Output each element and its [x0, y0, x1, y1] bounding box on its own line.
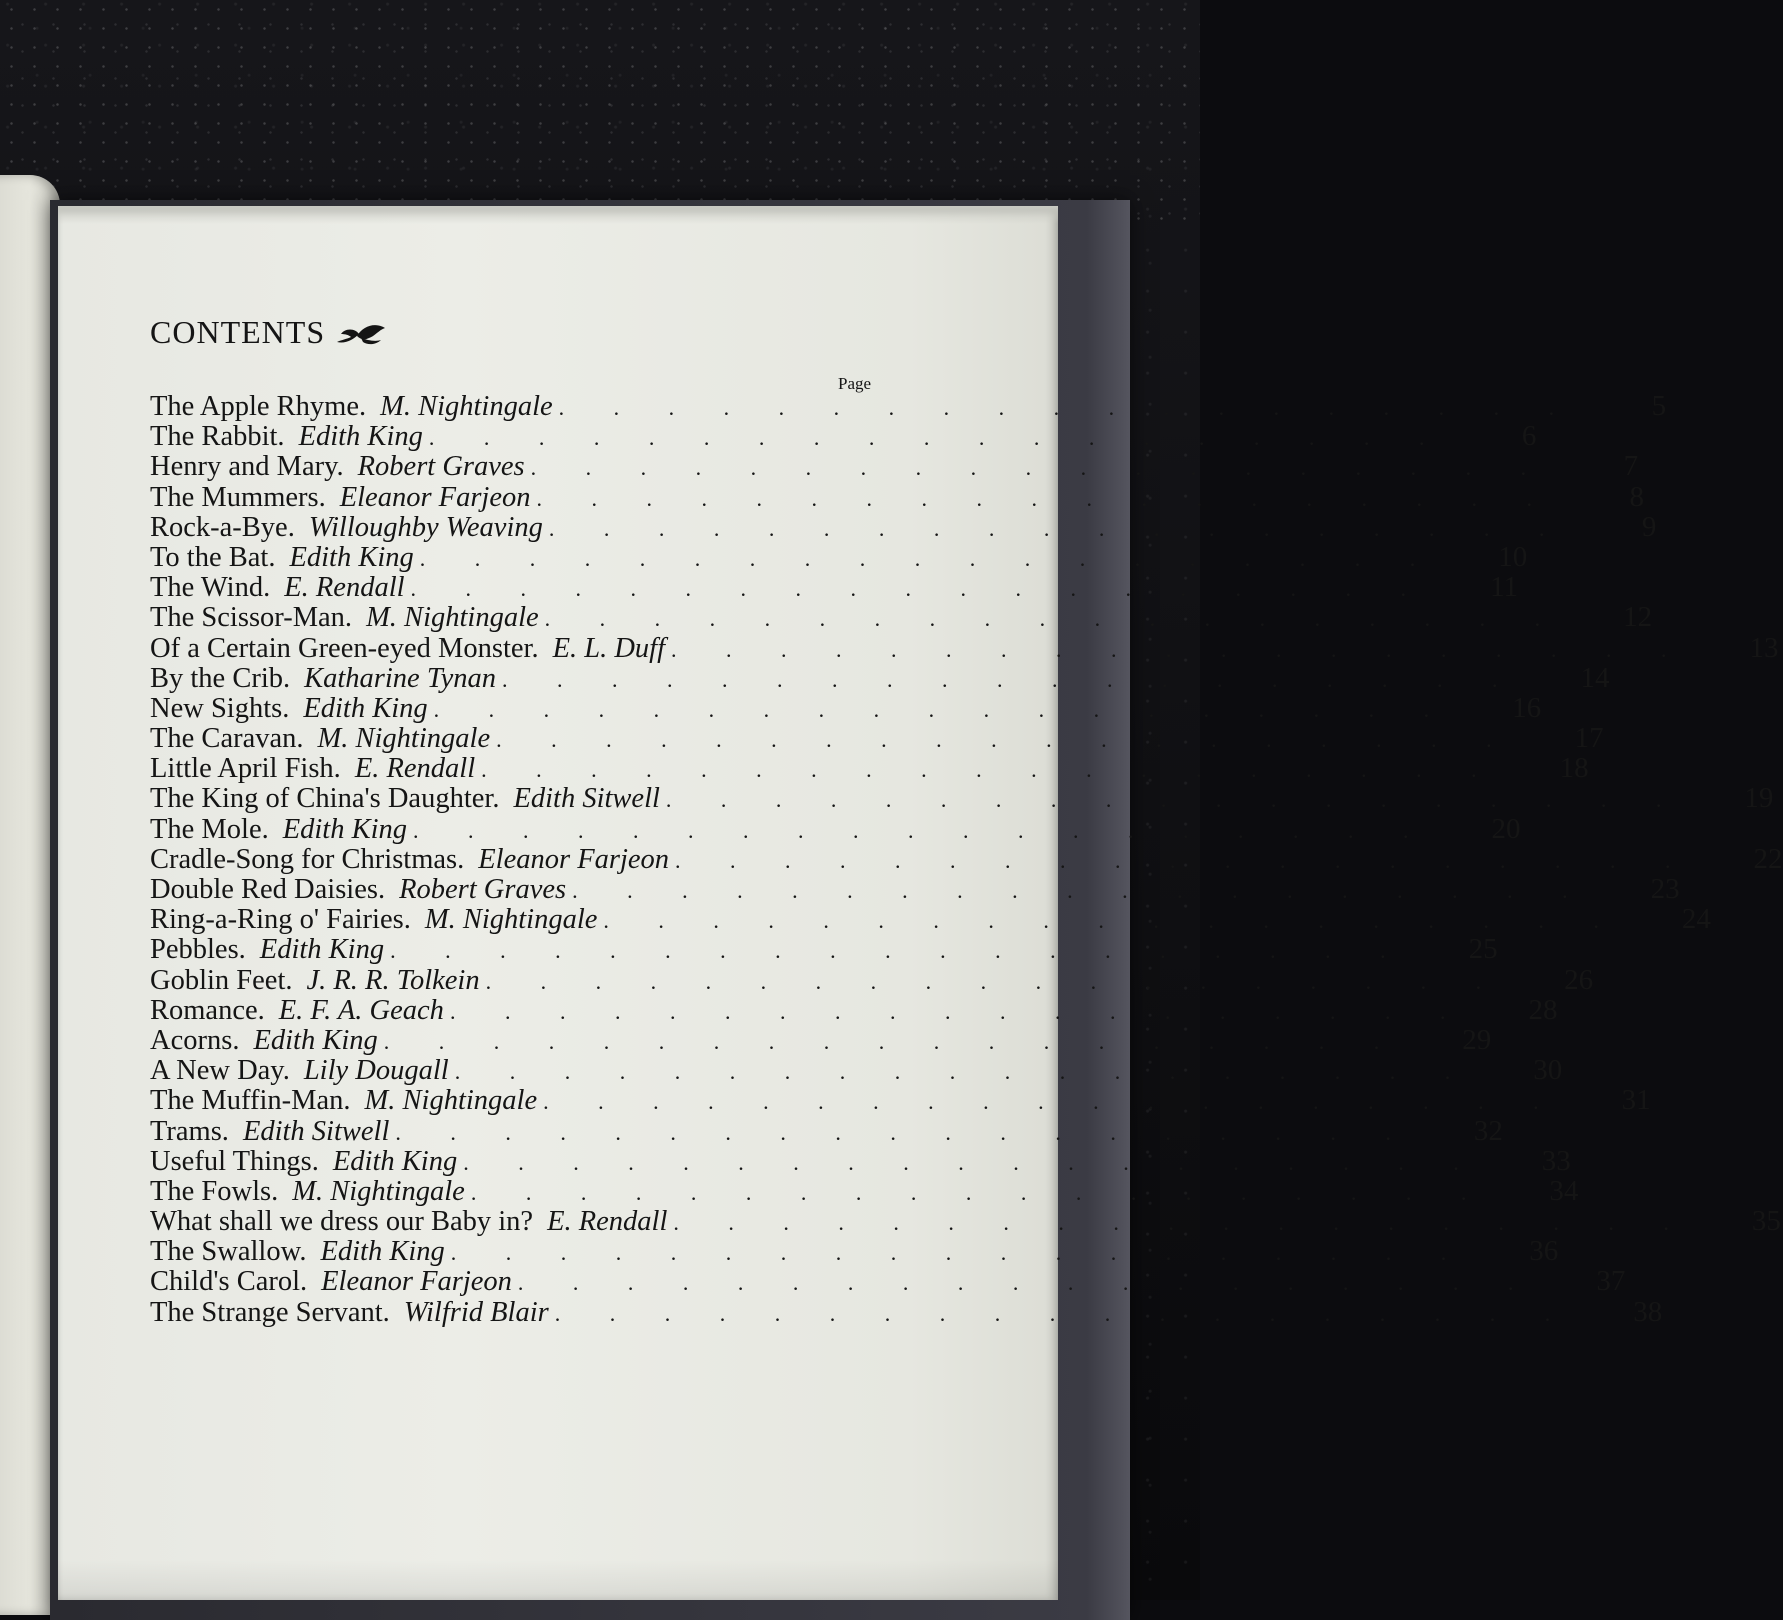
- toc-leader-dots: . . . . . . . . . . . . . . . . . . .: [536, 485, 1554, 511]
- toc-entry-title: New Sights.: [150, 692, 290, 724]
- toc-entry-page-number: 8: [1629, 480, 1644, 513]
- toc-entry-title: Romance.: [150, 994, 265, 1026]
- toc-entry: [150, 510, 1657, 543]
- toc-entry-author: M. Nightingale: [317, 723, 491, 755]
- toc-entry-author: M. Nightingale: [366, 602, 539, 634]
- toc-entry-author: Eleanor Farjeon: [478, 843, 670, 875]
- toc-entry: [150, 963, 1594, 996]
- toc-entry: [150, 812, 1521, 845]
- toc-entry-page-number: 36: [1529, 1235, 1559, 1268]
- toc-leader-dots: . . . . . . . . . . . . . . . . . . .: [501, 666, 1520, 692]
- toc-leader-dots: . . . . . . . . . . . . . . . . . . .: [390, 938, 1408, 964]
- toc-leader-dots: . . . . . . . . . . . . . . . . . . .: [463, 1149, 1481, 1175]
- toc-leader-dots: . . . . . . . . . . . . . . . . . . .: [419, 545, 1438, 571]
- toc-entry: [150, 601, 1653, 634]
- toc-entry-author: M. Nightingale: [380, 391, 553, 422]
- toc-entry: [150, 933, 1498, 966]
- toc-entry-page-number: 25: [1468, 933, 1498, 966]
- toc-entry-page-number: 11: [1490, 571, 1519, 604]
- toc-leader-dots: . . . . . . . . . . . . . . . . . . .: [413, 817, 1431, 843]
- toc-leader-dots: . . . . . . . . . . . . . . . . . . .: [673, 1210, 1691, 1236]
- contents-heading: [150, 314, 387, 351]
- toc-entry-title: Acorns.: [150, 1024, 240, 1056]
- toc-leader-dots: . . . . . . . . . . . . . . . . . . .: [433, 696, 1452, 722]
- toc-entry-page-number: 5: [1651, 390, 1667, 422]
- toc-entry-author: Edith Sitwell: [242, 1115, 390, 1147]
- toc-leader-dots: . . . . . . . . . . . . . . . . . . .: [481, 757, 1499, 783]
- toc-entry: [150, 1114, 1503, 1147]
- toc-entry: [150, 1144, 1571, 1177]
- toc-entry-title: A New Day.: [150, 1055, 290, 1087]
- toc-entry-title: The Wind.: [150, 572, 271, 604]
- toc-entry-author: Robert Graves: [357, 451, 525, 483]
- toc-entry: [150, 1023, 1492, 1056]
- toc-entry-page-number: 29: [1462, 1023, 1492, 1056]
- toc-entry: [150, 1205, 1781, 1238]
- toc-entry-page-number: 34: [1549, 1174, 1579, 1207]
- toc-entry-page-number: 30: [1533, 1054, 1563, 1087]
- toc-entry-page-number: 20: [1491, 812, 1521, 845]
- toc-entry-author: E. Rendall: [547, 1206, 668, 1238]
- toc-entry-author: E. F. A. Geach: [278, 994, 444, 1026]
- toc-entry-author: Edith King: [332, 1145, 458, 1177]
- toc-entry-title: Double Red Daisies.: [150, 874, 386, 905]
- toc-entry-author: Edith King: [320, 1236, 445, 1268]
- toc-leader-dots: . . . . . . . . . . . . . . . . . . .: [675, 847, 1693, 873]
- table-of-contents: [150, 390, 1783, 1328]
- toc-entry-title: Henry and Mary.: [150, 451, 344, 483]
- toc-entry-page-number: 28: [1528, 993, 1558, 1026]
- toc-leader-dots: . . . . . . . . . . . . . . . . . . .: [395, 1119, 1413, 1145]
- toc-entry: [150, 390, 1667, 422]
- toc-leader-dots: . . . . . . . . . . . . . . . . . . .: [454, 1059, 1473, 1085]
- toc-entry: [150, 993, 1558, 1026]
- toc-entry: [150, 540, 1528, 573]
- toc-entry-page-number: 12: [1623, 601, 1653, 634]
- leaf-ornament-icon: [335, 320, 387, 346]
- toc-entry: [150, 903, 1711, 936]
- toc-entry-title: The Mole.: [150, 813, 269, 845]
- background-surface: [0, 0, 1200, 220]
- toc-leader-dots: . . . . . . . . . . . . . . . . . . .: [449, 998, 1468, 1024]
- toc-leader-dots: . . . . . . . . . . . . . . . . . . .: [665, 787, 1684, 813]
- toc-entry-title: The Muffin-Man.: [150, 1085, 351, 1117]
- toc-entry-title: Little April Fish.: [150, 753, 341, 785]
- toc-entry: [150, 873, 1680, 905]
- toc-entry-title: The Swallow.: [150, 1236, 307, 1268]
- toc-leader-dots: . . . . . . . . . . . . . . . . . . .: [530, 455, 1549, 481]
- toc-entry-page-number: 6: [1521, 420, 1537, 453]
- toc-leader-dots: . . . . . . . . . . . . . . . . . . .: [383, 1028, 1402, 1054]
- toc-entry-author: Edith King: [259, 934, 385, 966]
- toc-entry-author: M. Nightingale: [292, 1175, 465, 1207]
- page-column-label: Page: [838, 374, 872, 393]
- toc-entry-page-number: 16: [1512, 691, 1542, 724]
- toc-entry-title: The Mummers.: [150, 481, 326, 513]
- toc-entry-title: Useful Things.: [150, 1145, 319, 1177]
- contents-page: [58, 206, 1783, 1600]
- toc-entry-author: Katharine Tynan: [304, 662, 496, 694]
- toc-leader-dots: . . . . . . . . . . . . . . . . . . .: [554, 1300, 1573, 1326]
- toc-entry-author: M. Nightingale: [424, 904, 598, 936]
- toc-entry: [150, 480, 1644, 513]
- toc-entry-page-number: 17: [1574, 722, 1604, 755]
- toc-entry-author: E. Rendall: [354, 753, 476, 785]
- toc-leader-dots: . . . . . . . . . . . . . . . . . . .: [572, 878, 1590, 903]
- toc-entry-author: E. L. Duff: [552, 632, 666, 664]
- toc-entry: [150, 1084, 1651, 1117]
- toc-entry-page-number: 24: [1681, 903, 1711, 936]
- toc-entry-title: Of a Certain Green-eyed Monster.: [150, 632, 539, 664]
- toc-entry-title: The Scissor-Man.: [150, 602, 353, 634]
- toc-entry-title: Trams.: [150, 1115, 229, 1147]
- toc-entry: [150, 661, 1610, 694]
- toc-entry-page-number: 19: [1744, 782, 1774, 815]
- toc-entry-author: E. Rendall: [284, 572, 405, 604]
- toc-entry-author: Edith King: [303, 692, 428, 724]
- toc-entry-page-number: 18: [1559, 752, 1589, 785]
- toc-entry-title: The Fowls.: [150, 1175, 279, 1207]
- toc-entry-author: Edith King: [282, 813, 408, 845]
- toc-leader-dots: . . . . . . . . . . . . . . . . . . .: [410, 576, 1429, 602]
- toc-entry: [150, 420, 1537, 453]
- toc-entry-page-number: 37: [1596, 1265, 1626, 1298]
- toc-entry: [150, 1054, 1563, 1087]
- toc-entry-title: The Rabbit.: [150, 421, 285, 453]
- toc-entry: [150, 842, 1783, 875]
- toc-entry-title: Rock-a-Bye.: [150, 511, 295, 543]
- toc-entry-author: Wilfrid Blair: [403, 1296, 549, 1328]
- toc-entry-author: Lily Dougall: [303, 1055, 449, 1087]
- toc-entry-author: Eleanor Farjeon: [339, 481, 531, 513]
- toc-entry-author: Edith King: [253, 1024, 378, 1056]
- toc-entry-page-number: 22: [1753, 842, 1783, 875]
- toc-entry-author: Edith Sitwell: [513, 783, 660, 815]
- toc-entry-title: Pebbles.: [150, 934, 246, 966]
- toc-entry-page-number: 31: [1621, 1084, 1651, 1117]
- toc-leader-dots: . . . . . . . . . . . . . . . . . . .: [603, 908, 1621, 934]
- toc-entry-page-number: 14: [1580, 661, 1610, 694]
- toc-entry-page-number: 33: [1541, 1144, 1571, 1177]
- toc-entry-page-number: 13: [1749, 631, 1779, 664]
- toc-entry: [150, 691, 1542, 724]
- toc-entry-title: The Strange Servant.: [150, 1296, 390, 1328]
- page-top-edge: [58, 206, 1058, 224]
- toc-leader-dots: . . . . . . . . . . . . . . . . . . .: [558, 395, 1577, 420]
- toc-entry-title: To the Bat.: [150, 541, 276, 573]
- toc-entry: [150, 1174, 1579, 1207]
- toc-entry-title: Ring-a-Ring o' Fairies.: [150, 904, 411, 936]
- toc-entry-author: Edith King: [289, 541, 414, 573]
- toc-entry-page-number: 38: [1633, 1295, 1663, 1328]
- toc-leader-dots: . . . . . . . . . . . . . . . . . . .: [671, 636, 1689, 662]
- toc-leader-dots: . . . . . . . . . . . . . . . . . . .: [517, 1270, 1536, 1296]
- page-bottom-shadow: [58, 1560, 1058, 1600]
- toc-entry-title: Child's Carol.: [150, 1266, 308, 1298]
- toc-entry-author: M. Nightingale: [364, 1085, 538, 1117]
- toc-entry-page-number: 23: [1650, 873, 1680, 905]
- toc-entry-author: Eleanor Farjeon: [321, 1266, 512, 1298]
- toc-leader-dots: . . . . . . . . . . . . . . . . . . .: [470, 1179, 1489, 1205]
- toc-entry: [150, 571, 1519, 604]
- toc-entry-page-number: 9: [1641, 510, 1657, 543]
- toc-entry: [150, 1295, 1663, 1328]
- toc-leader-dots: . . . . . . . . . . . . . . . . . . .: [450, 1240, 1469, 1266]
- heading-text: CONTENTS: [150, 314, 326, 350]
- toc-leader-dots: . . . . . . . . . . . . . . . . . . .: [496, 727, 1514, 753]
- toc-entry-author: Robert Graves: [399, 874, 567, 905]
- toc-entry-page-number: 7: [1623, 450, 1639, 483]
- toc-entry-title: Cradle-Song for Christmas.: [150, 843, 465, 875]
- toc-entry: [150, 1265, 1626, 1298]
- toc-entry-page-number: 32: [1473, 1114, 1503, 1147]
- toc-entry-title: The Apple Rhyme.: [150, 391, 367, 422]
- toc-entry-page-number: 35: [1751, 1205, 1781, 1238]
- toc-entry: [150, 782, 1774, 815]
- toc-entry: [150, 450, 1639, 483]
- toc-entry-page-number: 10: [1498, 540, 1528, 573]
- toc-leader-dots: . . . . . . . . . . . . . . . . . . .: [485, 968, 1504, 994]
- toc-entry-author: Edith King: [298, 421, 423, 453]
- toc-leader-dots: . . . . . . . . . . . . . . . . . . .: [428, 425, 1447, 451]
- toc-entry-title: The Caravan.: [150, 723, 304, 755]
- toc-entry-title: What shall we dress our Baby in?: [150, 1206, 534, 1238]
- toc-entry: [150, 752, 1589, 785]
- toc-entry: [150, 631, 1779, 664]
- toc-leader-dots: . . . . . . . . . . . . . . . . . . .: [548, 515, 1567, 541]
- toc-entry-author: Willoughby Weaving: [308, 511, 543, 543]
- toc-entry-page-number: 26: [1564, 963, 1594, 996]
- toc-leader-dots: . . . . . . . . . . . . . . . . . . .: [543, 1089, 1561, 1115]
- toc-entry: [150, 1235, 1559, 1268]
- toc-entry-author: J. R. R. Tolkein: [306, 964, 480, 996]
- toc-entry: [150, 722, 1604, 755]
- toc-leader-dots: . . . . . . . . . . . . . . . . . . .: [544, 606, 1563, 632]
- toc-entry-title: By the Crib.: [150, 662, 291, 694]
- toc-entry-title: Goblin Feet.: [150, 964, 293, 996]
- toc-entry-title: The King of China's Daughter.: [150, 783, 500, 815]
